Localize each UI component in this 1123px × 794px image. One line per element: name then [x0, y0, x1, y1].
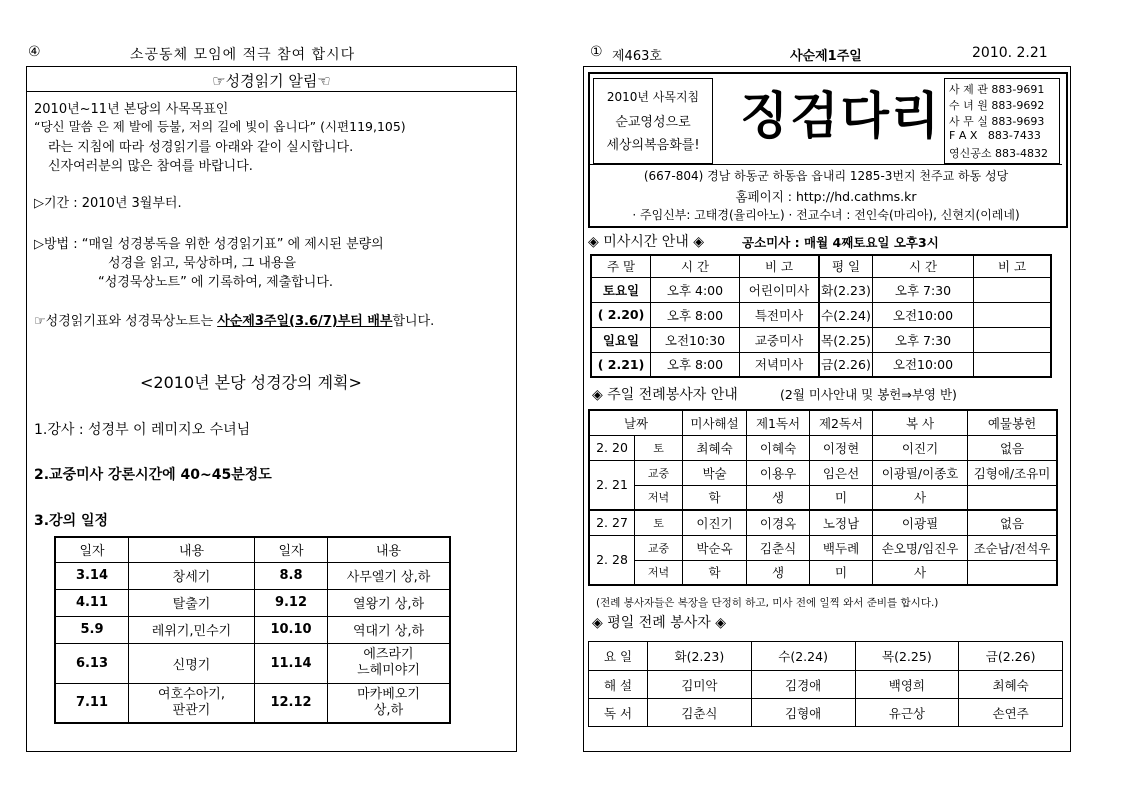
schedule-cell: 마카베오기 상,하	[328, 683, 451, 723]
mass-header: 평 일	[819, 255, 873, 277]
servers-kind: 토	[635, 435, 683, 460]
method-line-3: “성경묵상노트” 에 기록하여, 제출합니다.	[98, 275, 334, 290]
weekday-servers-table	[588, 641, 1063, 727]
left-top-slogan: 소공동체 모임에 적극 참여 합시다	[130, 47, 356, 63]
weekday-cell: 금(2.26)	[959, 642, 1063, 671]
mass-cell: 오전10:00	[873, 352, 974, 377]
mass-times-title: ◈ 미사시간 안내 ◈	[588, 234, 705, 250]
homepage-link[interactable]: 홈페이지 : http://hd.cathms.kr	[735, 189, 917, 204]
servers-cell: 생	[747, 485, 810, 510]
schedule-cell: 탈출기	[129, 589, 255, 616]
weekday-cell: 최혜숙	[959, 671, 1063, 699]
mass-cell	[974, 352, 1052, 377]
mass-cell: 오후 4:00	[651, 277, 740, 302]
servers-cell: 없음	[968, 510, 1057, 535]
servers-cell: 사	[873, 560, 968, 585]
servers-cell: 사	[873, 485, 968, 510]
contacts-box	[944, 78, 1060, 164]
servers-cell: 이진기	[873, 435, 968, 460]
plan-item-3: 3.강의 일정	[34, 513, 109, 529]
schedule-cell: 창세기	[129, 562, 255, 589]
parish-staff: · 주임신부: 고태경(율리아노) · 전교수녀 : 전인숙(마리아), 신현지(이레네)	[632, 208, 1020, 222]
mass-cell: 오후 8:00	[651, 352, 740, 377]
schedule-cell: 레위기,민수기	[129, 616, 255, 643]
intro-line-4: 신자여러분의 많은 참여를 바랍니다.	[48, 159, 253, 174]
servers-cell: 학	[683, 560, 747, 585]
mission-mass-note: 공소미사 : 매월 4째토요일 오후3시	[742, 235, 939, 250]
weekday-cell: 김경애	[751, 671, 855, 699]
plan-item-1: 1.강사 : 성경부 이 레미지오 수녀님	[34, 422, 251, 438]
servers-cell: 생	[747, 560, 810, 585]
mass-cell	[974, 327, 1052, 352]
servers-cell: 미	[810, 560, 873, 585]
servers-date: 2. 28	[589, 535, 635, 585]
mass-cell: 오후 8:00	[651, 302, 740, 327]
distribution-pre: ☞성경읽기표와 성경묵상노트는	[34, 314, 218, 329]
servers-date: 2. 20	[589, 435, 635, 460]
servers-header: 복 사	[873, 410, 968, 435]
contact-fax: F A X 883-7433	[949, 129, 1041, 142]
mass-cell: 오전10:00	[873, 302, 974, 327]
mass-header: 비 고	[974, 255, 1052, 277]
servers-header: 날짜	[589, 410, 683, 435]
schedule-cell: 11.14	[255, 643, 328, 683]
schedule-header: 일자	[55, 537, 129, 562]
mass-cell: 오전10:30	[651, 327, 740, 352]
motto-year: 2010년 사목지침	[606, 90, 700, 104]
weekday-cell: 수(2.24)	[751, 642, 855, 671]
mass-cell: 오후 7:30	[873, 327, 974, 352]
intro-line-2: “당신 말씀 은 제 발에 등불, 저의 길에 빛이 옵니다” (시편119,105)	[34, 119, 406, 134]
servers-header: 미사해설	[683, 410, 747, 435]
notice-title: ☞성경읽기 알림☜	[212, 72, 331, 90]
contact-convent: 수 녀 원 883-9692	[949, 99, 1045, 112]
masthead-motto-box	[593, 78, 713, 164]
intro-line-3: 라는 지침에 따라 성경읽기를 아래와 같이 실시합니다.	[48, 140, 354, 155]
contact-office: 사 무 실 883-9693	[949, 115, 1045, 128]
servers-note: (전례 봉사자들은 복장을 단정히 하고, 미사 전에 일찍 와서 준비를 합시다.)	[596, 597, 939, 609]
weekday-cell: 유근상	[855, 699, 959, 727]
schedule-cell: 6.13	[55, 643, 129, 683]
motto-line-1: 순교영성으로	[615, 115, 691, 130]
schedule-cell: 신명기	[129, 643, 255, 683]
masthead-brand: 징검다리	[740, 86, 942, 145]
left-page-number: ④	[28, 44, 41, 60]
mass-cell: 일요일	[591, 327, 651, 352]
mass-cell: 금(2.26)	[819, 352, 873, 377]
mass-cell: 어린이미사	[740, 277, 820, 302]
weekday-cell: 손연주	[959, 699, 1063, 727]
servers-cell: 이진기	[683, 510, 747, 535]
method-line-2: 성경을 읽고, 묵상하며, 그 내용을	[108, 256, 297, 271]
schedule-cell: 9.12	[255, 589, 328, 616]
schedule-cell: 에즈라기 느헤미야기	[328, 643, 451, 683]
weekday-cell: 독 서	[589, 699, 648, 727]
mass-cell: 화(2.23)	[819, 277, 873, 302]
servers-cell: 미	[810, 485, 873, 510]
mass-cell: 토요일	[591, 277, 651, 302]
weekday-servers-title: ◈ 평일 전례 봉사자 ◈	[592, 615, 727, 631]
motto-line-2: 세상의복음화를!	[606, 138, 700, 153]
contact-mission: 영신공소 883-4832	[949, 147, 1048, 160]
mass-header: 비 고	[740, 255, 820, 277]
servers-cell: 이광필	[873, 510, 968, 535]
servers-cell: 노정남	[810, 510, 873, 535]
schedule-cell: 여호수아기, 판관기	[129, 683, 255, 723]
weekday-cell: 요 일	[589, 642, 648, 671]
weekday-cell: 김춘식	[648, 699, 752, 727]
liturgical-week: 사순제1주일	[790, 49, 862, 64]
servers-cell: 조순남/전석우	[968, 535, 1057, 560]
schedule-cell: 5.9	[55, 616, 129, 643]
masthead-divider	[590, 164, 1062, 165]
servers-cell: 없음	[968, 435, 1057, 460]
schedule-cell: 역대기 상,하	[328, 616, 451, 643]
weekday-cell: 김형애	[751, 699, 855, 727]
servers-cell: 박순옥	[683, 535, 747, 560]
contact-priest: 사 제 관 883-9691	[949, 83, 1045, 96]
mass-cell: 교중미사	[740, 327, 820, 352]
servers-kind: 저녁	[635, 485, 683, 510]
mass-header: 시 간	[873, 255, 974, 277]
plan-title: <2010년 본당 성경강의 계획>	[140, 373, 362, 392]
schedule-cell: 7.11	[55, 683, 129, 723]
method-line-1: ▷방법 : “매일 성경봉독을 위한 성경읽기표” 에 제시된 분량의	[34, 237, 384, 252]
servers-cell: 손오명/임진우	[873, 535, 968, 560]
schedule-cell: 8.8	[255, 562, 328, 589]
distribution-line	[34, 310, 434, 329]
servers-cell: 김형애/조유미	[968, 460, 1057, 485]
servers-date: 2. 27	[589, 510, 635, 535]
schedule-cell: 12.12	[255, 683, 328, 723]
servers-cell: 이용우	[747, 460, 810, 485]
mass-cell: ( 2.21)	[591, 352, 651, 377]
servers-cell: 이광필/이종호	[873, 460, 968, 485]
distribution-post: 합니다.	[392, 314, 435, 329]
mass-header: 주 말	[591, 255, 651, 277]
servers-date: 2. 21	[589, 460, 635, 510]
notice-title-bar	[26, 66, 517, 92]
schedule-cell: 사무엘기 상,하	[328, 562, 451, 589]
intro-line-1: 2010년~11년 본당의 사목목표인	[34, 102, 229, 117]
servers-cell: 이경옥	[747, 510, 810, 535]
servers-cell	[968, 485, 1057, 510]
servers-subtitle: (2월 미사안내 및 봉헌⇒부영 반)	[780, 387, 957, 402]
schedule-cell: 3.14	[55, 562, 129, 589]
weekday-cell: 백영희	[855, 671, 959, 699]
lecture-schedule-table	[54, 536, 451, 724]
schedule-header: 일자	[255, 537, 328, 562]
mass-times-table	[590, 254, 1052, 378]
distribution-date: 사순제3주일(3.6/7)부터 배부	[217, 314, 393, 329]
mass-cell: 목(2.25)	[819, 327, 873, 352]
weekday-cell: 해 설	[589, 671, 648, 699]
schedule-header: 내용	[129, 537, 255, 562]
servers-header: 예물봉헌	[968, 410, 1057, 435]
sunday-servers-table	[588, 409, 1058, 586]
schedule-cell: 열왕기 상,하	[328, 589, 451, 616]
servers-cell: 이혜숙	[747, 435, 810, 460]
servers-cell: 임은선	[810, 460, 873, 485]
servers-cell	[968, 560, 1057, 585]
schedule-cell: 4.11	[55, 589, 129, 616]
servers-kind: 교중	[635, 460, 683, 485]
mass-cell: ( 2.20)	[591, 302, 651, 327]
schedule-header: 내용	[328, 537, 451, 562]
servers-cell: 학	[683, 485, 747, 510]
mass-header: 시 간	[651, 255, 740, 277]
servers-cell: 박술	[683, 460, 747, 485]
weekday-cell: 김미악	[648, 671, 752, 699]
weekday-cell: 화(2.23)	[648, 642, 752, 671]
issue-date: 2010. 2.21	[972, 45, 1048, 61]
mass-cell: 오후 7:30	[873, 277, 974, 302]
servers-header: 제1독서	[747, 410, 810, 435]
mass-cell	[974, 277, 1052, 302]
issue-number: 제463호	[612, 49, 662, 64]
period-line: ▷기간 : 2010년 3월부터.	[34, 196, 182, 211]
servers-cell: 이정현	[810, 435, 873, 460]
weekday-cell: 목(2.25)	[855, 642, 959, 671]
church-address: (667-804) 경남 하동군 하동읍 읍내리 1285-3번지 천주교 하동 성당	[643, 169, 1009, 183]
servers-cell: 김춘식	[747, 535, 810, 560]
servers-title: ◈ 주일 전례봉사자 안내	[592, 387, 738, 403]
servers-header: 제2독서	[810, 410, 873, 435]
servers-cell: 최혜숙	[683, 435, 747, 460]
plan-item-2: 2.교중미사 강론시간에 40~45분정도	[34, 467, 272, 483]
mass-cell	[974, 302, 1052, 327]
servers-cell: 백두례	[810, 535, 873, 560]
servers-kind: 저녁	[635, 560, 683, 585]
servers-kind: 교중	[635, 535, 683, 560]
right-page-number: ①	[590, 44, 603, 60]
schedule-cell: 10.10	[255, 616, 328, 643]
mass-cell: 저녁미사	[740, 352, 820, 377]
mass-cell: 수(2.24)	[819, 302, 873, 327]
mass-cell: 특전미사	[740, 302, 820, 327]
servers-kind: 토	[635, 510, 683, 535]
